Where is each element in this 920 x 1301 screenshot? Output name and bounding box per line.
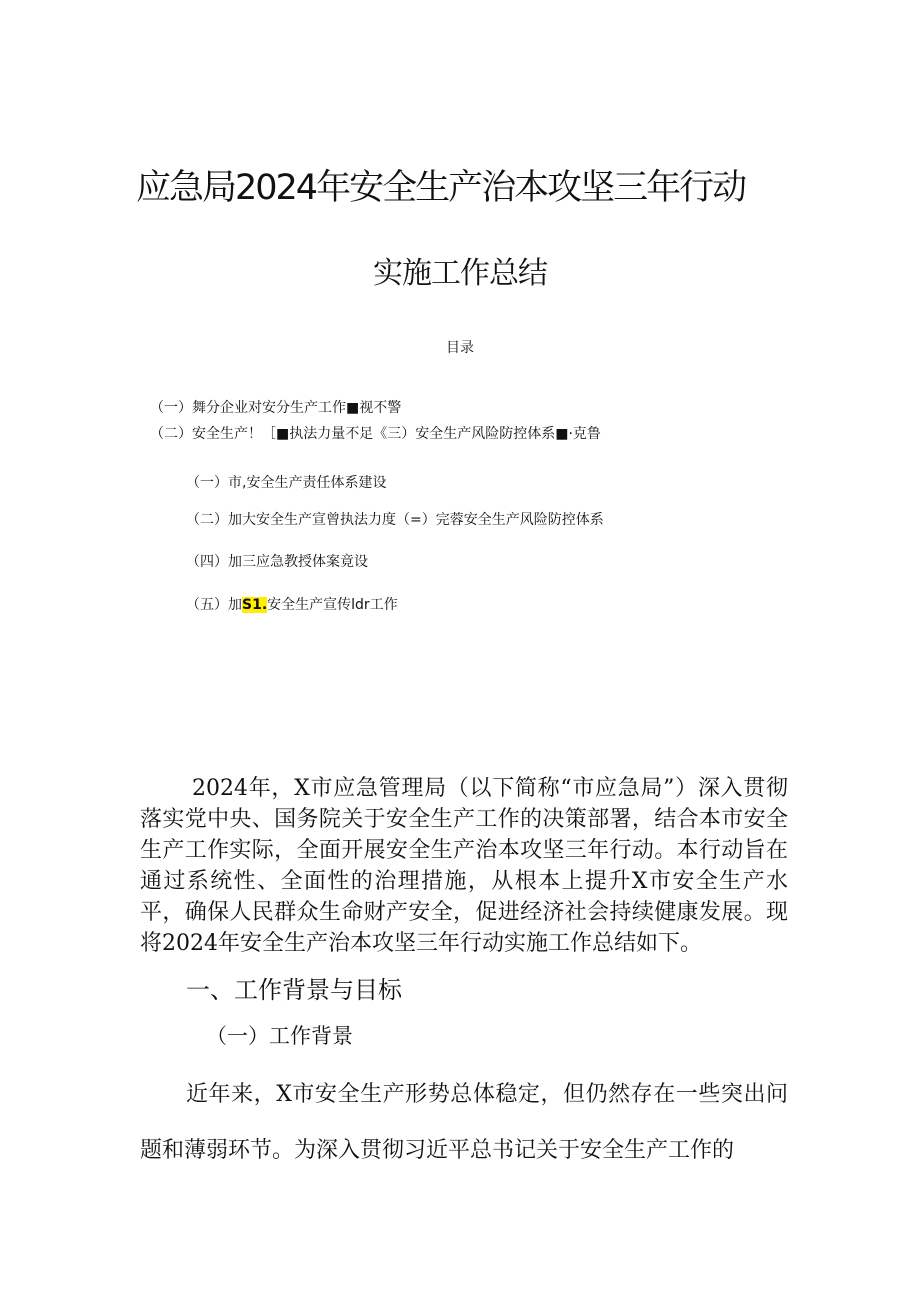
toc-heading: 目录 (446, 340, 474, 356)
toc-entry-suffix: 安全生产宣传ldr工作 (267, 597, 398, 613)
section-heading: 一、工作背景与目标 (186, 976, 402, 1004)
document-title-line2: 实施工作总结 (373, 256, 547, 291)
toc-entry: （一）舞分企业对安分生产工作■视不警 (150, 400, 402, 416)
body-paragraph: 2024年，X市应急管理局（以下简称“市应急局”）深入贯彻落实党中央、国务院关于安全生产工作的决策部署，结合本市安全生产工作实际，全面开展安全生产治本攻坚三年行动。本行动旨在通过系统性、全面性的治理措施，从根本上提升X市安全生产水平，确保人民群众生命财产安全，促进经济社会持续健康发展。现将2024年安全生产治本攻坚三年行动实施工作总结如下。 (140, 776, 788, 956)
body-paragraph: 近年来，X市安全生产形势总体稳定，但仍然存在一些突出问题和薄弱环节。为深入贯彻习近平总书记关于安全生产工作的 (140, 1082, 788, 1163)
toc-entry: （四）加三应急教授体案竟设 (186, 554, 368, 570)
document-title-line1: 应急局2024年安全生产治本攻坚三年行动 (136, 168, 746, 208)
toc-entry: （一）市,安全生产责任体系建设 (186, 475, 387, 491)
toc-entry: （二）加大安全生产宣曾执法力度（=）完蓉安全生产风险防控体系 (186, 512, 604, 528)
highlighted-text: S1. (242, 597, 268, 613)
toc-entry (186, 594, 398, 614)
toc-entry-prefix: （五）加 (186, 597, 242, 613)
toc-entry: （二）安全生产！［■执法力量不足《三）安全生产风险防控体系■·克鲁 (150, 426, 601, 442)
subsection-heading: （一）工作背景 (206, 1024, 353, 1048)
